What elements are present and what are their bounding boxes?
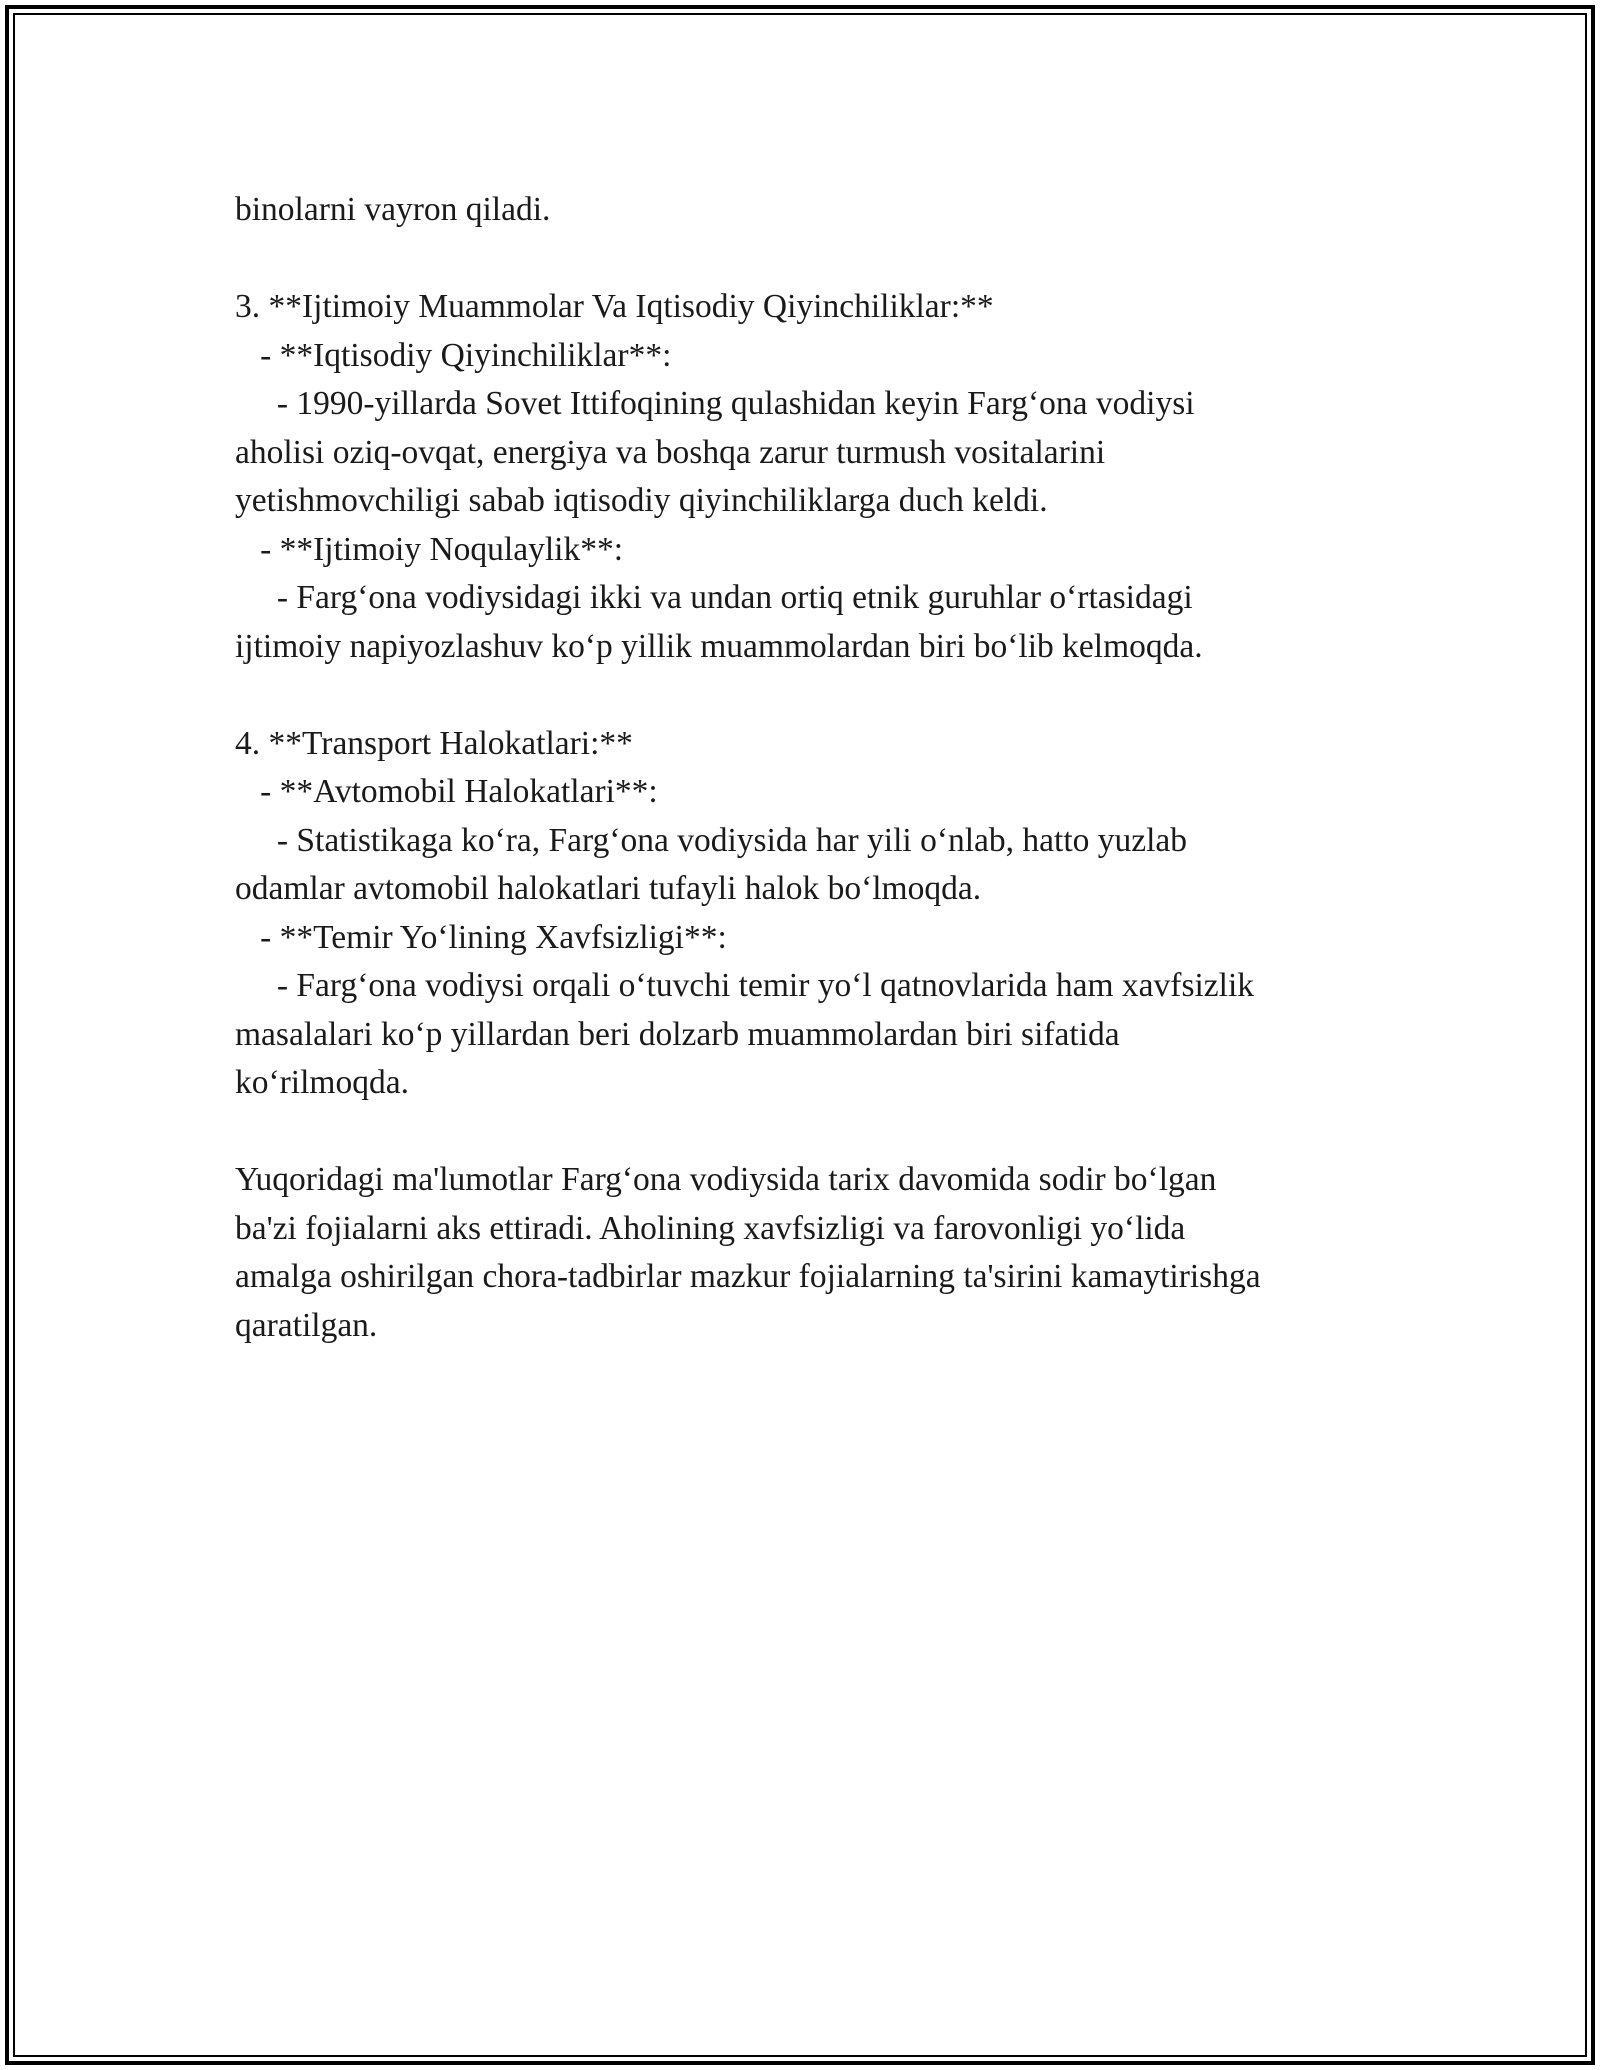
conclusion-line: amalga oshirilgan chora-tadbirlar mazkur fojialarning ta'sirini kamaytirishga [235, 1258, 1261, 1295]
subsection-heading: - **Temir Yo‘lining Xavfsizligi**: [235, 918, 727, 956]
subsection-heading: - **Ijtimoiy Noqulaylik**: [235, 530, 624, 568]
section-heading: 4. **Transport Halokatlari:** [235, 724, 633, 762]
blank-line [235, 671, 1415, 720]
text-line: - 1990-yillarda Sovet Ittifoqining qulashidan keyin Farg‘ona vodiysi [235, 385, 1195, 422]
conclusion-line: Yuqoridagi ma'lumotlar Farg‘ona vodiysida tarix davomida sodir bo‘lgan [235, 1161, 1217, 1198]
text-line: aholisi oziq-ovqat, energiya va boshqa zarur turmush vositalarini [235, 433, 1106, 471]
text-line: masalalari ko‘p yillardan beri dolzarb muammolardan biri sifatida [235, 1015, 1120, 1053]
text-line: - Farg‘ona vodiysidagi ikki va undan ortiq etnik guruhlar o‘rtasidagi [235, 579, 1193, 616]
text-line: - Farg‘ona vodiysi orqali o‘tuvchi temir yo‘l qatnovlarida ham xavfsizlik [235, 967, 1255, 1004]
subsection-heading: - **Iqtisodiy Qiyinchiliklar**: [235, 336, 672, 374]
text-line: odamlar avtomobil halokatlari tufayli halok bo‘lmoqda. [235, 870, 982, 907]
text-line: yetishmovchiligi sabab iqtisodiy qiyinchiliklarga duch keldi. [235, 482, 1048, 519]
text-line: ko‘rilmoqda. [235, 1064, 409, 1101]
text-line: - Statistikaga ko‘ra, Farg‘ona vodiysida har yili o‘nlab, hatto yuzlab [235, 821, 1188, 859]
text-line: ijtimoiy napiyozlashuv ko‘p yillik muammolardan biri bo‘lib kelmoqda. [235, 627, 1203, 665]
text-line: binolarni vayron qiladi. [235, 191, 551, 228]
document-body [235, 186, 1415, 1350]
conclusion-line: qaratilgan. [235, 1306, 378, 1344]
subsection-heading: - **Avtomobil Halokatlari**: [235, 773, 658, 810]
blank-line [235, 1108, 1415, 1157]
section-heading: 3. **Ijtimoiy Muammolar Va Iqtisodiy Qiyinchiliklar:** [235, 288, 994, 325]
conclusion-line: ba'zi fojialarni aks ettiradi. Aholining xavfsizligi va farovonligi yo‘lida [235, 1209, 1186, 1247]
blank-line [235, 235, 1415, 284]
